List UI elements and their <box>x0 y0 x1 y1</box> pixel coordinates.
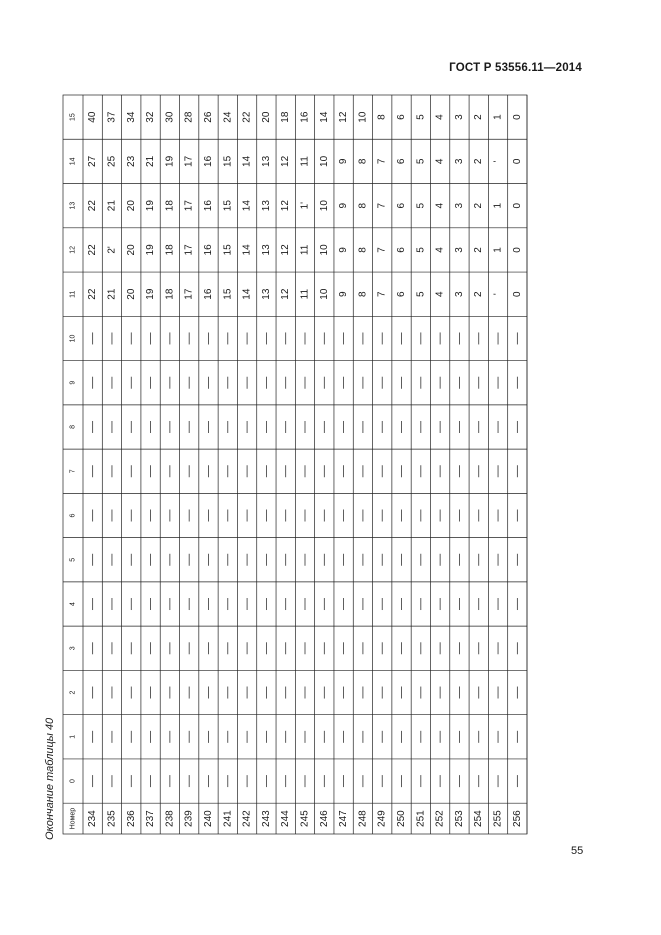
value-cell: 10 <box>318 288 330 300</box>
value-cell: 4 <box>434 114 446 120</box>
value-cell: 14 <box>241 288 253 300</box>
table-caption: Окончание таблицы 40 <box>44 717 56 840</box>
row-number: 254 <box>473 810 485 827</box>
row-number: 256 <box>511 810 523 827</box>
value-cell: 2 <box>473 158 485 165</box>
row-number: 237 <box>145 810 157 827</box>
value-cell: 8 <box>357 202 369 209</box>
value-cell: 2 <box>473 247 485 253</box>
value-cell: 14 <box>318 111 330 123</box>
column-header: 9 <box>69 380 77 385</box>
column-header: 4 <box>69 602 77 606</box>
row-number: 253 <box>453 810 465 827</box>
value-cell: 1 <box>492 202 504 209</box>
value-cell: 0 <box>511 247 523 253</box>
row-number: 251 <box>415 810 427 827</box>
value-cell: 16 <box>202 288 214 300</box>
value-cell: 19 <box>164 155 176 167</box>
value-cell: 3 <box>453 247 465 253</box>
value-cell: 3 <box>453 158 465 165</box>
value-cell: 5 <box>415 202 427 209</box>
value-cell: 32 <box>145 111 157 123</box>
column-header: 3 <box>69 646 77 651</box>
column-header: 15 <box>69 113 77 122</box>
column-header: 1 <box>69 734 77 739</box>
value-cell: 15 <box>222 244 234 256</box>
value-cell: 14 <box>241 244 253 256</box>
value-cell: 5 <box>415 158 427 165</box>
row-number: 248 <box>357 810 369 827</box>
column-header: 5 <box>69 557 77 562</box>
value-cell: 12 <box>338 111 350 123</box>
value-cell: 13 <box>260 155 272 167</box>
value-cell: 0 <box>511 114 523 120</box>
value-cell: 4 <box>434 291 446 297</box>
value-cell: 21 <box>106 288 118 300</box>
value-cell: 28 <box>183 111 195 123</box>
value-cell: 30 <box>164 111 176 123</box>
value-cell: 13 <box>260 288 272 300</box>
value-cell: 12 <box>280 288 292 300</box>
value-cell: 34 <box>125 111 137 123</box>
column-header: 14 <box>69 157 77 166</box>
value-cell: 6 <box>396 114 408 120</box>
value-cell: 27 <box>87 155 99 167</box>
value-cell: 9 <box>338 291 350 297</box>
value-cell: 4 <box>434 247 446 253</box>
value-cell: 26 <box>202 111 214 123</box>
value-cell: 21 <box>145 155 157 167</box>
row-number: 240 <box>202 810 214 827</box>
row-number: 244 <box>280 810 292 827</box>
value-cell: 13 <box>260 200 272 212</box>
value-cell: 6 <box>396 247 408 253</box>
row-number: 238 <box>164 810 176 827</box>
value-cell: 16 <box>299 111 311 123</box>
value-cell: 19 <box>145 244 157 256</box>
column-header: 7 <box>69 469 77 474</box>
value-cell: 2 <box>473 114 485 120</box>
value-cell: 7 <box>376 202 388 209</box>
value-cell: 23 <box>125 155 137 167</box>
value-cell: 3 <box>453 202 465 209</box>
value-cell: 13 <box>260 244 272 256</box>
row-number: 241 <box>222 810 234 827</box>
row-number: 246 <box>318 810 330 827</box>
value-cell: 2' <box>106 246 118 254</box>
row-number: 239 <box>183 810 195 827</box>
value-cell: 8 <box>376 114 388 120</box>
value-cell: 17 <box>183 288 195 300</box>
value-cell: 20 <box>260 111 272 123</box>
value-cell: 18 <box>164 244 176 256</box>
value-cell: 18 <box>280 111 292 123</box>
value-cell: 11 <box>299 244 311 256</box>
value-cell: 6 <box>396 158 408 165</box>
value-cell: 18 <box>164 288 176 300</box>
value-cell: 17 <box>183 155 195 167</box>
value-cell: 6 <box>396 202 408 209</box>
value-cell: 8 <box>357 158 369 165</box>
value-cell: 16 <box>202 200 214 212</box>
value-cell: 7 <box>376 291 388 297</box>
value-cell: ' <box>492 293 504 296</box>
value-cell: 19 <box>145 200 157 212</box>
row-number: 252 <box>434 810 446 827</box>
column-header: 11 <box>69 290 77 298</box>
value-cell: 9 <box>338 202 350 209</box>
value-cell: 22 <box>87 288 99 300</box>
value-cell: 20 <box>125 200 137 212</box>
value-cell: 4 <box>434 202 446 209</box>
value-cell: 2 <box>473 202 485 209</box>
column-header: 0 <box>69 779 77 784</box>
value-cell: 24 <box>222 111 234 123</box>
value-cell: 22 <box>87 244 99 256</box>
value-cell: 15 <box>222 288 234 300</box>
value-cell: 10 <box>318 155 330 167</box>
row-number: 247 <box>338 810 350 827</box>
column-header: 12 <box>69 246 77 254</box>
row-number: 242 <box>241 810 253 827</box>
value-cell: 14 <box>241 200 253 212</box>
row-number: 243 <box>260 810 272 827</box>
value-cell: 22 <box>241 111 253 123</box>
value-cell: 5 <box>415 114 427 120</box>
value-cell: 19 <box>145 288 157 300</box>
value-cell: 17 <box>183 244 195 256</box>
value-cell: 8 <box>357 291 369 297</box>
value-cell: 15 <box>222 155 234 167</box>
value-cell: 1 <box>492 247 504 253</box>
value-cell: 16 <box>202 155 214 167</box>
value-cell: 10 <box>357 111 369 123</box>
value-cell: 6 <box>396 291 408 297</box>
page-number: 55 <box>571 845 584 857</box>
value-cell: 5 <box>415 291 427 297</box>
value-cell: 0 <box>511 291 523 297</box>
value-cell: 9 <box>338 158 350 165</box>
row-number: 234 <box>87 810 99 827</box>
value-cell: 1 <box>492 114 504 120</box>
value-cell: 7 <box>376 158 388 165</box>
value-cell: ' <box>492 160 504 163</box>
value-cell: 11 <box>299 156 311 167</box>
value-cell: 20 <box>125 288 137 300</box>
value-cell: 9 <box>338 247 350 253</box>
value-cell: 20 <box>125 244 137 256</box>
column-header: 10 <box>69 334 77 343</box>
value-cell: 12 <box>280 155 292 167</box>
value-cell: 2 <box>473 291 485 297</box>
value-cell: 16 <box>202 244 214 256</box>
row-number: 250 <box>396 810 408 827</box>
column-header: 8 <box>69 425 77 429</box>
value-cell: 7 <box>376 247 388 253</box>
value-cell: 12 <box>280 244 292 256</box>
value-cell: 3 <box>453 114 465 120</box>
value-cell: 37 <box>106 111 118 123</box>
value-cell: 21 <box>106 200 118 212</box>
value-cell: 8 <box>357 247 369 253</box>
column-header: 6 <box>69 513 77 518</box>
row-number: 235 <box>106 810 118 827</box>
value-cell: 0 <box>511 158 523 165</box>
value-cell: 4 <box>434 158 446 165</box>
value-cell: 10 <box>318 244 330 256</box>
value-cell: 12 <box>280 200 292 212</box>
row-number: 249 <box>376 810 388 827</box>
document-standard-header: ГОСТ Р 53556.11—2014 <box>449 62 582 74</box>
row-number: 245 <box>299 810 311 827</box>
value-cell: 14 <box>241 155 253 167</box>
value-cell: 3 <box>453 291 465 297</box>
value-cell: 5 <box>415 247 427 253</box>
column-header: Номер <box>69 807 77 830</box>
value-cell: 40 <box>87 111 99 123</box>
value-cell: 11 <box>299 288 311 300</box>
value-cell: 10 <box>318 200 330 212</box>
value-cell: 15 <box>222 200 234 212</box>
row-number: 236 <box>125 810 137 827</box>
column-header: 13 <box>69 201 77 210</box>
value-cell: 17 <box>183 200 195 212</box>
value-cell: 22 <box>87 200 99 212</box>
column-header: 2 <box>69 690 77 695</box>
value-cell: 25 <box>106 155 118 167</box>
value-cell: 1' <box>299 201 311 210</box>
row-number: 255 <box>492 810 504 827</box>
value-cell: 0 <box>511 202 523 209</box>
value-cell: 18 <box>164 200 176 212</box>
